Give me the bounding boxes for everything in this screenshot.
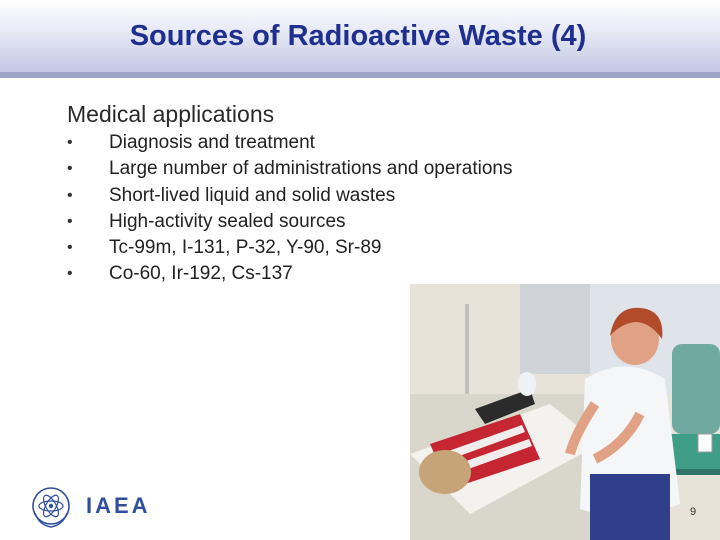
section-heading: Medical applications [67,101,275,127]
bullet-icon: • [67,212,73,230]
bullet-text: Tc-99m, I-131, P-32, Y-90, Sr-89 [109,237,382,259]
bullet-text: Large number of administrations and operations [109,158,513,180]
title-bar [0,0,720,78]
bullet-icon: • [67,134,73,151]
bullet-icon: • [67,265,73,283]
bullet-icon: • [67,186,73,204]
bullet-icon: • [67,160,73,178]
iaea-logo-text: IAEA [86,493,151,518]
bullet-icon: • [67,239,73,257]
bullet-text: Short-lived liquid and solid wastes [109,184,396,206]
bullet-text: Co-60, Ir-192, Cs-137 [109,263,293,285]
bullet-text: High-activity sealed sources [109,210,346,232]
slide-title: Sources of Radioactive Waste (4) [129,20,587,52]
page-number: 9 [690,506,697,518]
medical-treatment-photo [410,284,720,540]
bullet-text: Diagnosis and treatment [109,132,315,153]
photo-illustration [410,284,720,540]
